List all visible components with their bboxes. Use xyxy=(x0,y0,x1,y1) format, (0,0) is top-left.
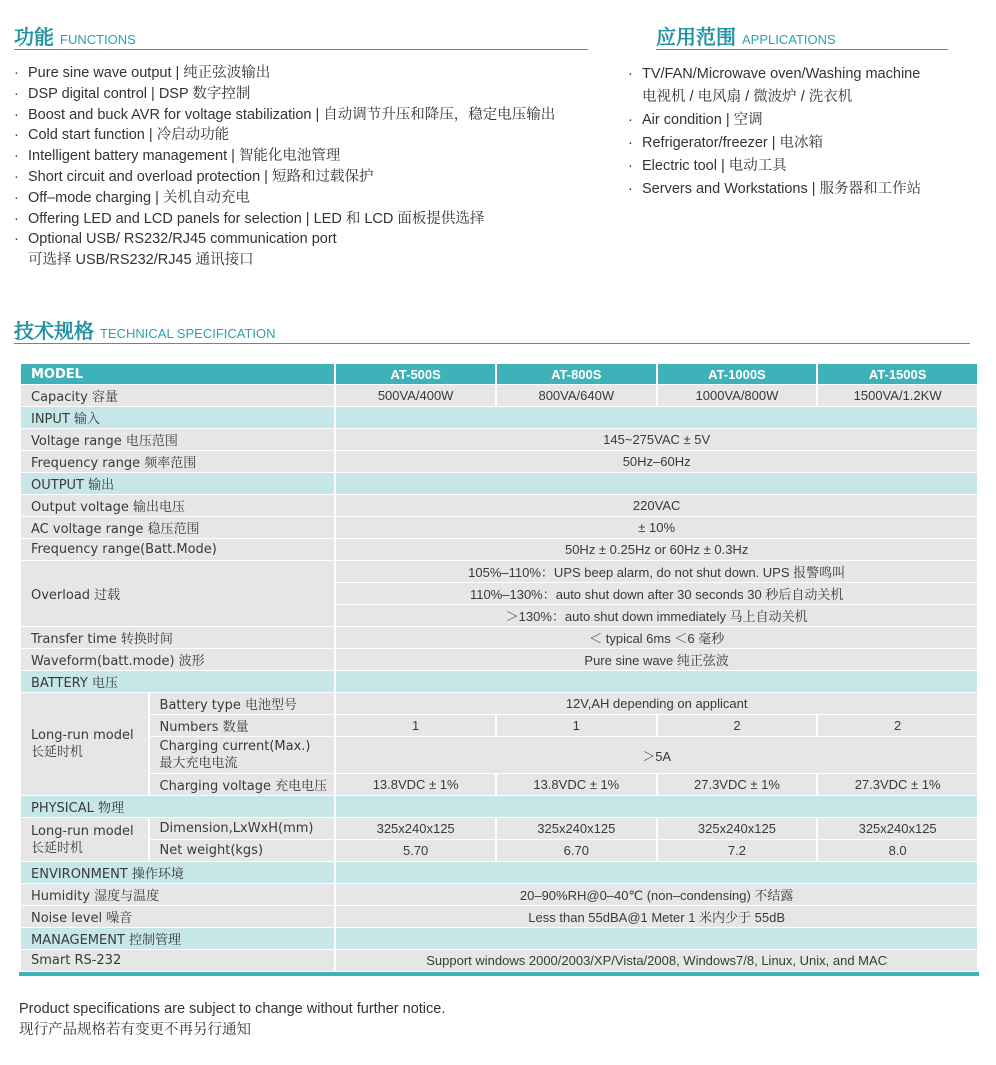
row-label: Overload 过载 xyxy=(21,561,334,626)
row-label: Net weight(kgs) xyxy=(150,840,335,861)
cell: 325x240x125 xyxy=(336,818,495,839)
cell: 325x240x125 xyxy=(658,818,817,839)
row-label: Frequency range(Batt.Mode) xyxy=(21,539,334,560)
applications-list xyxy=(628,63,921,201)
spec-heading xyxy=(14,320,970,344)
table-row xyxy=(21,627,977,648)
group-fill xyxy=(336,407,977,428)
group-row xyxy=(21,928,977,949)
row-label: Humidity 湿度与温度 xyxy=(21,884,334,905)
cell: 800VA/640W xyxy=(497,385,656,406)
table-row xyxy=(21,884,977,905)
row-label: Waveform(batt.mode) 波形 xyxy=(21,649,334,670)
row-label: Frequency range 频率范围 xyxy=(21,451,334,472)
row-label xyxy=(150,737,335,773)
cell: ＞130%：auto shut down immediately 马上自动关机 xyxy=(336,605,977,626)
row-label: Charging voltage 充电电压 xyxy=(150,774,335,795)
cell: Support windows 2000/2003/XP/Vista/2008, Windows7/8, Linux, Unix, and MAC xyxy=(336,950,977,971)
row-label: Noise level 噪音 xyxy=(21,906,334,927)
row-label: AC voltage range 稳压范围 xyxy=(21,517,334,538)
list-item: · Optional USB/ RS232/RJ45 communication port 可选择 USB/RS232/RJ45 通讯接口 xyxy=(14,229,555,271)
table-row xyxy=(21,774,977,795)
group-label: INPUT 输入 xyxy=(21,407,334,428)
list-item-continuation: 可选择 USB/RS232/RJ45 通讯接口 xyxy=(28,252,254,269)
cell: 13.8VDC ± 1% xyxy=(497,774,656,795)
cell: 500VA/400W xyxy=(336,385,495,406)
model-name: AT-800S xyxy=(497,364,656,384)
spec-title-cn: 技术规格 xyxy=(14,319,94,343)
group-label: MANAGEMENT 控制管理 xyxy=(21,928,334,949)
group-fill xyxy=(336,473,977,494)
list-item: · Servers and Workstations | 服务器和工作站 xyxy=(628,181,922,197)
row-label: Output voltage 输出电压 xyxy=(21,495,334,516)
row-label: Capacity 容量 xyxy=(21,385,334,406)
spec-table xyxy=(19,363,979,976)
table-row xyxy=(21,429,977,450)
row-label: Transfer time 转换时间 xyxy=(21,627,334,648)
cell: 1500VA/1.2KW xyxy=(818,385,977,406)
model-name: AT-1000S xyxy=(658,364,817,384)
group-label: OUTPUT 输出 xyxy=(21,473,334,494)
long-run-label-cn: 长延时机 xyxy=(31,745,84,760)
cell: 12V,AH depending on applicant xyxy=(336,693,977,714)
cell: 50Hz ± 0.25Hz or 60Hz ± 0.3Hz xyxy=(336,539,977,560)
model-name: AT-1500S xyxy=(818,364,977,384)
functions-title-en: FUNCTIONS xyxy=(60,32,136,47)
applications-heading xyxy=(656,26,948,50)
table-row xyxy=(21,385,977,406)
group-row xyxy=(21,671,977,692)
list-item-continuation: 电视机 / 电风扇 / 微波炉 / 洗衣机 xyxy=(642,89,853,105)
group-label: BATTERY 电压 xyxy=(21,671,334,692)
list-item: · Intelligent battery management | 智能化电池管理 xyxy=(14,148,341,165)
list-item: · TV/FAN/Microwave oven/Washing machine 电视机 / 电风扇 / 微波炉 / 洗衣机 xyxy=(628,63,921,109)
cell: 8.0 xyxy=(818,840,977,861)
long-run-label-en: Long-run model xyxy=(31,823,134,839)
list-item: · Off–mode charging | 关机自动充电 xyxy=(14,189,250,206)
functions-title-cn: 功能 xyxy=(14,25,54,49)
cell: 6.70 xyxy=(497,840,656,861)
cell: 1 xyxy=(497,715,656,736)
group-row xyxy=(21,407,977,428)
table-row xyxy=(21,451,977,472)
group-row xyxy=(21,796,977,817)
cell: Pure sine wave 纯正弦波 xyxy=(336,649,977,670)
cell: 2 xyxy=(658,715,817,736)
cell: 1000VA/800W xyxy=(658,385,817,406)
cell: 220VAC xyxy=(336,495,977,516)
table-header-row xyxy=(21,364,977,384)
table-row xyxy=(21,517,977,538)
table-row xyxy=(21,950,977,971)
cell: 50Hz–60Hz xyxy=(336,451,977,472)
table-row xyxy=(21,495,977,516)
cell: ± 10% xyxy=(336,517,977,538)
cell: Less than 55dBA@1 Meter 1 米内少于 55dB xyxy=(336,906,977,927)
table-row xyxy=(21,818,977,839)
table-row xyxy=(21,737,977,773)
list-item: · DSP digital control | DSP 数字控制 xyxy=(14,85,251,102)
cell: 2 xyxy=(818,715,977,736)
row-label: Voltage range 电压范围 xyxy=(21,429,334,450)
group-fill xyxy=(336,796,977,817)
row-label xyxy=(21,693,148,795)
list-item: · Cold start function | 冷启动功能 xyxy=(14,127,230,144)
list-item: · Electric tool | 电动工具 xyxy=(628,158,787,174)
group-label: PHYSICAL 物理 xyxy=(21,796,334,817)
cell: 7.2 xyxy=(658,840,817,861)
table-row xyxy=(21,715,977,736)
table-row xyxy=(21,840,977,861)
group-label: ENVIRONMENT 操作环境 xyxy=(21,862,334,883)
group-fill xyxy=(336,928,977,949)
cell: 1 xyxy=(336,715,495,736)
applications-title-en: APPLICATIONS xyxy=(742,32,836,47)
list-item: · Short circuit and overload protection | 短路和过载保护 xyxy=(14,168,374,185)
table-row xyxy=(21,649,977,670)
cell: 27.3VDC ± 1% xyxy=(658,774,817,795)
cell: ＜ typical 6ms ＜6 毫秒 xyxy=(336,627,977,648)
table-row xyxy=(21,539,977,560)
model-name: AT-500S xyxy=(336,364,495,384)
row-label: Smart RS-232 xyxy=(21,950,334,971)
list-item: · Offering LED and LCD panels for selection | LED 和 LCD 面板提供选择 xyxy=(14,210,485,227)
row-label: Battery type 电池型号 xyxy=(150,693,335,714)
charging-current-label-cn: 最大充电电流 xyxy=(159,756,238,771)
cell: 325x240x125 xyxy=(497,818,656,839)
list-item: · Refrigerator/freezer | 电冰箱 xyxy=(628,135,824,151)
cell: 5.70 xyxy=(336,840,495,861)
cell: 325x240x125 xyxy=(818,818,977,839)
cell: 13.8VDC ± 1% xyxy=(336,774,495,795)
list-item: · Air condition | 空调 xyxy=(628,112,763,128)
group-row xyxy=(21,862,977,883)
cell: 20–90%RH@0–40℃ (non–condensing) 不结露 xyxy=(336,884,977,905)
applications-title-cn: 应用范围 xyxy=(656,25,736,49)
row-label xyxy=(21,818,148,861)
long-run-label-cn: 长延时机 xyxy=(31,840,84,856)
table-row xyxy=(21,693,977,714)
cell: 27.3VDC ± 1% xyxy=(818,774,977,795)
table-row xyxy=(21,906,977,927)
cell: 110%–130%：auto shut down after 30 seconds 30 秒后自动关机 xyxy=(336,583,977,604)
group-row xyxy=(21,473,977,494)
long-run-label-en: Long-run model xyxy=(31,728,134,743)
model-label: MODEL xyxy=(21,364,334,384)
functions-heading xyxy=(14,26,588,50)
list-item: · Pure sine wave output | 纯正弦波输出 xyxy=(14,65,271,81)
cell: ＞5A xyxy=(336,737,977,773)
group-fill xyxy=(336,862,977,883)
list-item: · Boost and buck AVR for voltage stabilization | 自动调节升压和降压，稳定电压输出 xyxy=(14,106,556,123)
charging-current-label-en: Charging current(Max.) xyxy=(159,739,311,754)
spec-title-en: TECHNICAL SPECIFICATION xyxy=(100,326,276,341)
functions-list xyxy=(14,63,555,271)
group-fill xyxy=(336,671,977,692)
cell: 145~275VAC ± 5V xyxy=(336,429,977,450)
table-row xyxy=(21,561,977,582)
row-label: Numbers 数量 xyxy=(150,715,335,736)
disclaimer-cn: 现行产品规格若有变更不再另行通知 xyxy=(19,1022,251,1038)
disclaimer-en: Product specifications are subject to change without further notice. xyxy=(19,1001,446,1017)
cell: 105%–110%：UPS beep alarm, do not shut down. UPS 报警鸣叫 xyxy=(336,561,977,582)
row-label: Dimension,LxWxH(mm) xyxy=(150,818,335,839)
disclaimer xyxy=(19,999,445,1041)
